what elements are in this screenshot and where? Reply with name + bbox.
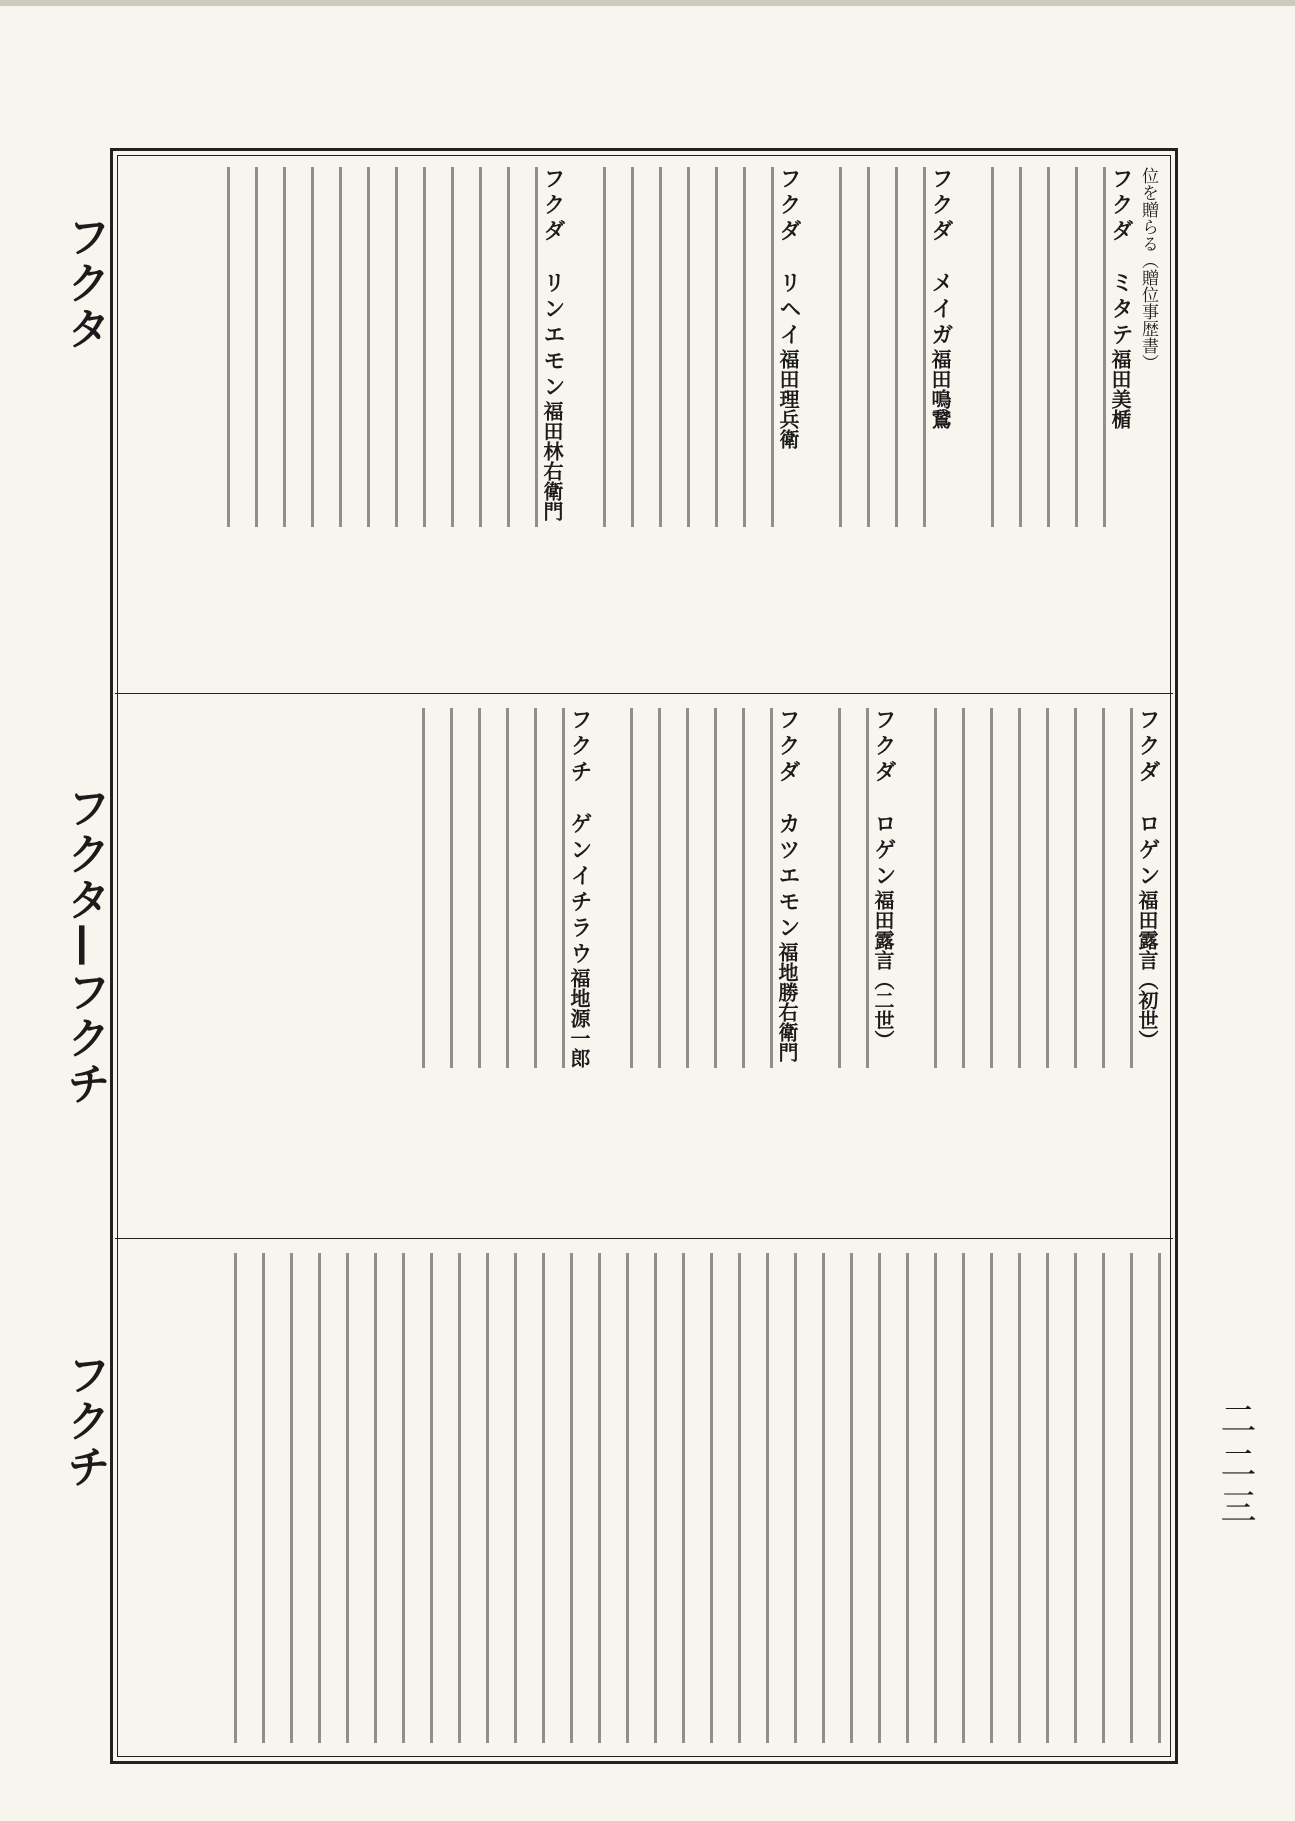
text-column <box>534 708 537 1068</box>
entry-0 <box>909 708 1161 1227</box>
entry-3 <box>202 167 566 681</box>
text-column <box>374 1253 377 1743</box>
text-column <box>934 708 937 1068</box>
text-column <box>1102 1253 1105 1743</box>
text-column <box>479 167 482 527</box>
entry-kana: フクダ リンエモン <box>540 167 565 401</box>
text-column <box>710 1253 713 1743</box>
text-column <box>1019 167 1022 527</box>
entry-name: 福田鳴鵞 <box>928 349 952 429</box>
text-column <box>451 167 454 527</box>
text-column <box>895 167 898 527</box>
text-column <box>311 167 314 527</box>
margin-headword-2: フクタ—フクチ <box>59 785 110 1107</box>
entry-name: 福地勝右衛門 <box>775 942 799 1062</box>
entry-kana: フクダ リヘイ <box>776 167 801 349</box>
text-column <box>742 708 745 1068</box>
entry-kana: フクダ ミタテ <box>1108 167 1133 349</box>
band-bottom-columns <box>209 1253 1161 1743</box>
entry-name: 福田露言（二世） <box>871 890 895 1050</box>
text-columns <box>966 167 1106 527</box>
text-column <box>227 167 230 527</box>
text-column <box>339 167 342 527</box>
text-column <box>1074 708 1077 1068</box>
text-column <box>962 708 965 1068</box>
text-column <box>658 708 661 1068</box>
text-column <box>1075 167 1078 527</box>
text-column <box>1018 1253 1021 1743</box>
text-column <box>822 1253 825 1743</box>
entry-3 <box>397 708 593 1227</box>
text-columns <box>814 167 926 527</box>
text-column <box>686 708 689 1068</box>
text-column <box>1046 708 1049 1068</box>
entry-name: 福田美楯 <box>1108 349 1132 429</box>
text-column <box>570 1253 573 1743</box>
text-column <box>290 1253 293 1743</box>
page-number: 二二三 <box>1215 1400 1256 1532</box>
text-column <box>234 1253 237 1743</box>
text-column <box>430 1253 433 1743</box>
text-column <box>283 167 286 527</box>
text-column <box>867 167 870 527</box>
text-column <box>962 1253 965 1743</box>
text-column <box>535 167 538 527</box>
text-column <box>402 1253 405 1743</box>
text-column <box>422 708 425 1068</box>
text-column <box>255 167 258 527</box>
margin-headword-1: フクタ <box>59 214 110 352</box>
entry-kana: フクダ カツエモン <box>775 708 800 942</box>
text-column <box>395 167 398 527</box>
entry-1 <box>814 167 954 681</box>
text-column <box>906 1253 909 1743</box>
text-column <box>866 708 869 1068</box>
text-column <box>626 1253 629 1743</box>
text-column <box>990 708 993 1068</box>
text-column <box>1103 167 1106 527</box>
text-column <box>794 1253 797 1743</box>
text-column <box>1130 708 1133 1068</box>
entry-2 <box>578 167 802 681</box>
text-column <box>1158 1253 1161 1743</box>
text-column <box>934 1253 937 1743</box>
text-column <box>1102 708 1105 1068</box>
text-column <box>850 1253 853 1743</box>
text-column <box>486 1253 489 1743</box>
text-column <box>687 167 690 527</box>
text-column <box>878 1253 881 1743</box>
text-columns <box>909 708 1133 1068</box>
text-column <box>318 1253 321 1743</box>
text-column <box>507 167 510 527</box>
entry-name: 福地源一郎 <box>567 968 591 1068</box>
page-frame <box>110 148 1178 1764</box>
text-columns <box>202 167 538 527</box>
text-column <box>766 1253 769 1743</box>
entry-0 <box>966 167 1134 681</box>
text-column <box>1074 1253 1077 1743</box>
entry-1 <box>813 708 897 1227</box>
text-column <box>630 708 633 1068</box>
text-column <box>603 167 606 527</box>
first-line-fragment: 位を贈らる（贈位事歴書） <box>1138 167 1158 371</box>
scan-top-edge <box>0 0 1295 6</box>
band-bottom-text <box>127 1253 1161 1747</box>
text-column <box>1130 1253 1133 1743</box>
text-column <box>423 167 426 527</box>
text-column <box>682 1253 685 1743</box>
text-column <box>659 167 662 527</box>
text-column <box>562 708 565 1068</box>
band-top-entries <box>202 167 1134 681</box>
text-columns <box>813 708 869 1068</box>
text-column <box>715 167 718 527</box>
text-band-top <box>115 153 1173 693</box>
text-column <box>838 708 841 1068</box>
entry-kana: フクダ メイガ <box>928 167 953 349</box>
text-column <box>714 708 717 1068</box>
text-column <box>991 167 994 527</box>
text-column <box>262 1253 265 1743</box>
text-column <box>542 1253 545 1743</box>
text-column <box>771 167 774 527</box>
text-column <box>738 1253 741 1743</box>
entry-kana: フクダ ロゲン <box>1135 708 1160 890</box>
entry-name: 福田露言（初世） <box>1135 890 1159 1050</box>
entry-kana: フクチ ゲンイチラウ <box>567 708 592 968</box>
text-column <box>1047 167 1050 527</box>
text-columns <box>605 708 773 1068</box>
text-column <box>839 167 842 527</box>
text-column <box>631 167 634 527</box>
text-column <box>478 708 481 1068</box>
text-column <box>598 1253 601 1743</box>
text-column <box>990 1253 993 1743</box>
text-columns <box>397 708 565 1068</box>
entry-kana: フクダ ロゲン <box>871 708 896 890</box>
margin-headword-3: フクチ <box>59 1352 110 1490</box>
text-column <box>506 708 509 1068</box>
text-column <box>743 167 746 527</box>
text-column <box>770 708 773 1068</box>
band-middle-text <box>127 708 1161 1227</box>
text-column <box>346 1253 349 1743</box>
text-column <box>450 708 453 1068</box>
text-column <box>1018 708 1021 1068</box>
text-columns <box>578 167 774 527</box>
entry-name: 福田林右衛門 <box>540 401 564 521</box>
text-column <box>654 1253 657 1743</box>
text-column <box>923 167 926 527</box>
text-column <box>1046 1253 1049 1743</box>
entry-2 <box>605 708 801 1227</box>
text-band-middle <box>115 693 1173 1239</box>
text-column <box>458 1253 461 1743</box>
text-band-bottom <box>115 1238 1173 1759</box>
text-column <box>367 167 370 527</box>
band-top-text <box>127 167 1161 681</box>
band-middle-entries <box>397 708 1161 1227</box>
text-column <box>514 1253 517 1743</box>
entry-name: 福田理兵衛 <box>776 349 800 449</box>
